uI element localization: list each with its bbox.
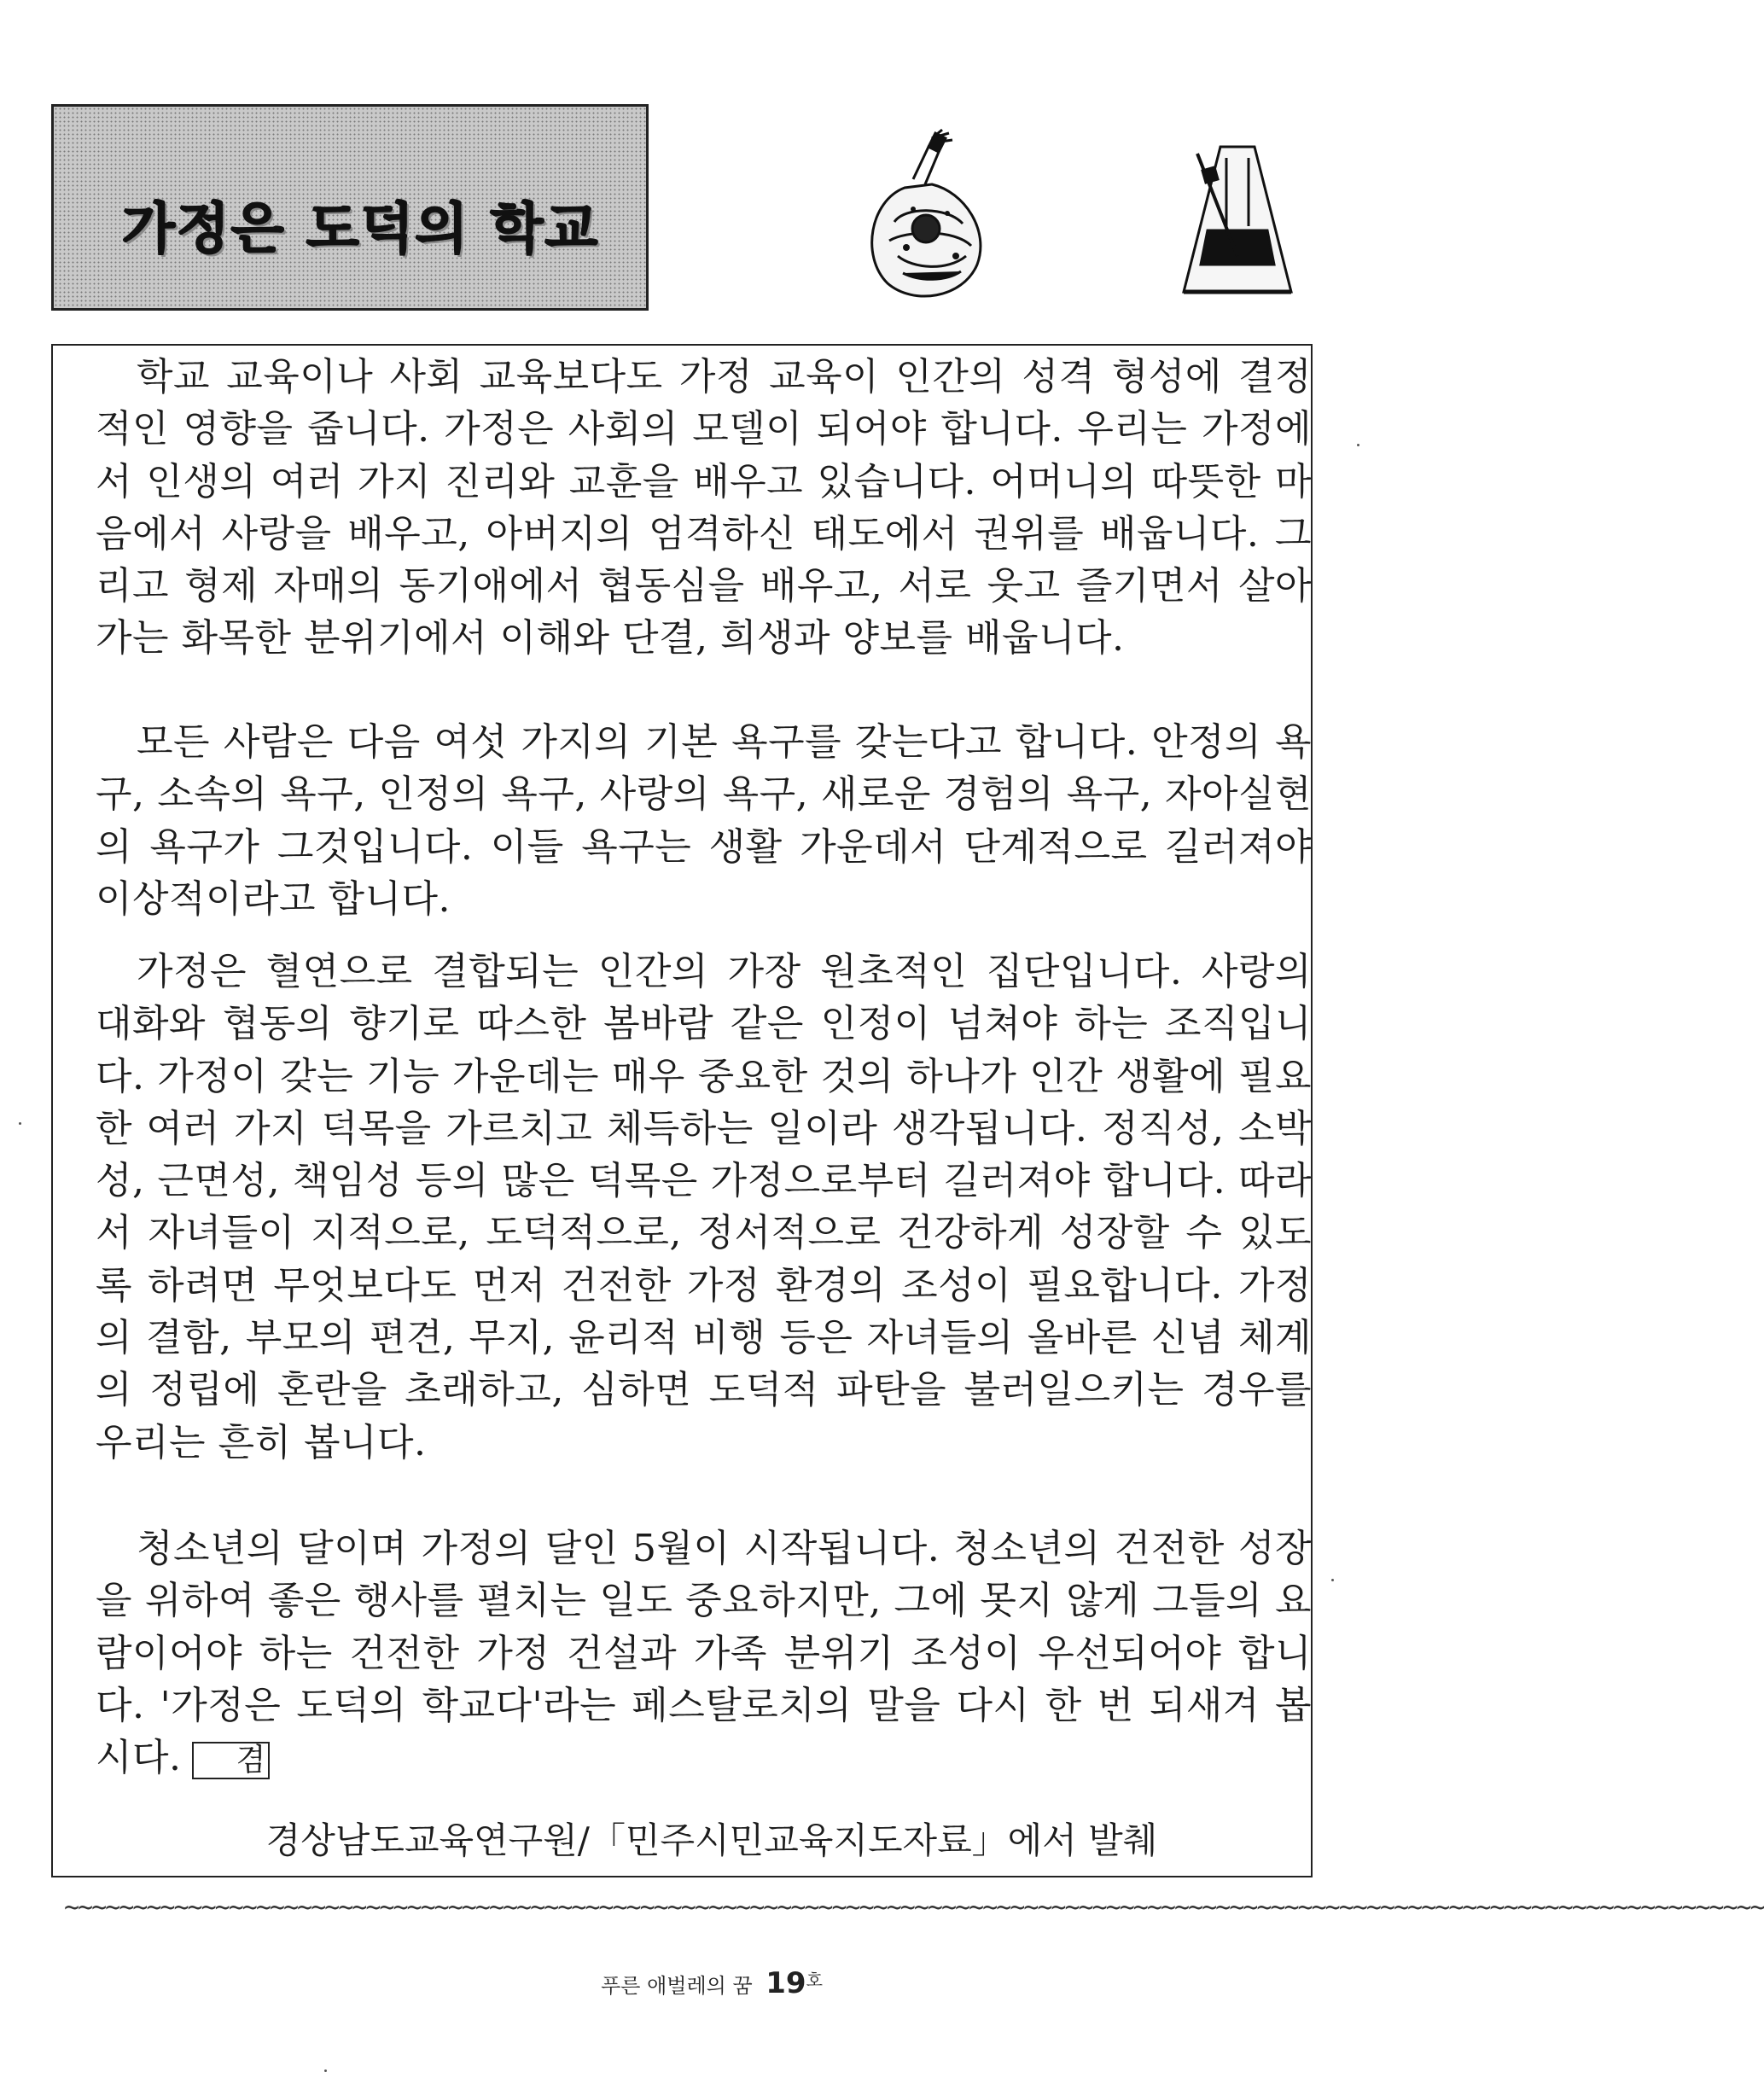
page-footer bbox=[0, 1966, 1423, 2000]
publication-name: 푸른 애벌레의 꿈 bbox=[601, 1974, 753, 1998]
article-paragraph-3: 가정은 혈연으로 결합되는 인간의 가장 원초적인 집단입니다. 사랑의 대화와 협동의 향기로 따스한 봄바람 같은 인정이 넘쳐야 하는 조직입니다. 가정이 갖는 기능 가운데는 매우 중요한 것의 하나가 인간 생활에 필요한 여러 가지 덕목을 가르치고 체득하는 일이라 생각됩니다. 정직성, 소박성, 근면성, 책임성 등의 많은 덕목은 가정으로부터 길러져야 합니다. 따라서 자녀들이 지적으로, 도덕적으로, 정서적으로 건강하게 성장할 수 있도록 하려면 무엇보다도 먼저 건전한 가정 환경의 조성이 필요합니다. 가정의 결함, 부모의 편견, 무지, 윤리적 비행 등은 자녀들의 올바른 신념 체계의 정립에 혼란을 초래하고, 심하면 도덕적 파탄을 불러일으키는 경우를 우리는 흔히 봅니다. bbox=[96, 950, 1312, 1464]
issue-suffix: 호 bbox=[806, 1970, 823, 1990]
title-banner bbox=[51, 104, 649, 311]
issue-number: 19 bbox=[766, 1966, 806, 2000]
scan-speck bbox=[1357, 444, 1359, 446]
wavy-divider: ~~~~~~~~~~~~~~~~~~~~~~~~~~~~~~~~~~~~~~~~~~~~~~~~~~~~~~~~~~~~~~~~~~~~~~~~~~~~~~~~~~~~~~~~~~~~~~~~~~~~~~~~~~~~~~~~~~~~~~~~~~~~ bbox=[64, 1893, 1764, 1923]
article-paragraph-1: 학교 교육이나 사회 교육보다도 가정 교육이 인간의 성격 형성에 결정적인 영향을 줍니다. 가정은 사회의 모델이 되어야 합니다. 우리는 가정에서 인생의 여러 가지 진리와 교훈을 배우고 있습니다. 어머니의 따뜻한 마음에서 사랑을 배우고, 아버지의 엄격하신 태도에서 권위를 배웁니다. 그리고 형제 자매의 동기애에서 협동심을 배우고, 서로 웃고 즐기면서 살아가는 화목한 분위기에서 이해와 단결, 희생과 양보를 배웁니다. bbox=[96, 355, 1312, 661]
mandolin-illustration bbox=[853, 128, 994, 303]
paragraph-4-text: 청소년의 달이며 가정의 달인 5월이 시작됩니다. 청소년의 건전한 성장을 위하여 좋은 행사를 펼치는 일도 중요하지만, 그에 못지 않게 그들의 요람이어야 하는 건전한 가정 건설과 가족 분위기 조성이 우선되어야 합니다. '가정은 도덕의 학교다'라는 페스탈로치의 말을 다시 한 번 되새겨 봅시다. bbox=[96, 1527, 1312, 1780]
scan-speck bbox=[19, 1122, 21, 1125]
scan-speck bbox=[324, 2069, 327, 2072]
source-citation: 경상남도교육연구원/「민주시민교육지도자료」에서 발췌 bbox=[265, 1819, 1158, 1861]
metronome-illustration bbox=[1173, 137, 1301, 299]
article-paragraph-2: 모든 사람은 다음 여섯 가지의 기본 욕구를 갖는다고 합니다. 안정의 욕구, 소속의 욕구, 인정의 욕구, 사랑의 욕구, 새로운 경험의 욕구, 자아실현의 욕구가 그것입니다. 이들 욕구는 생활 가운데서 단계적으로 길러져야 이상적이라고 합니다. bbox=[96, 720, 1312, 921]
page-title: 가정은 도덕의 학교 bbox=[122, 198, 600, 261]
article-paragraph-4 bbox=[96, 1522, 1312, 1784]
author-seal-mark: 겸 bbox=[192, 1742, 270, 1779]
scan-speck bbox=[1331, 1579, 1334, 1581]
